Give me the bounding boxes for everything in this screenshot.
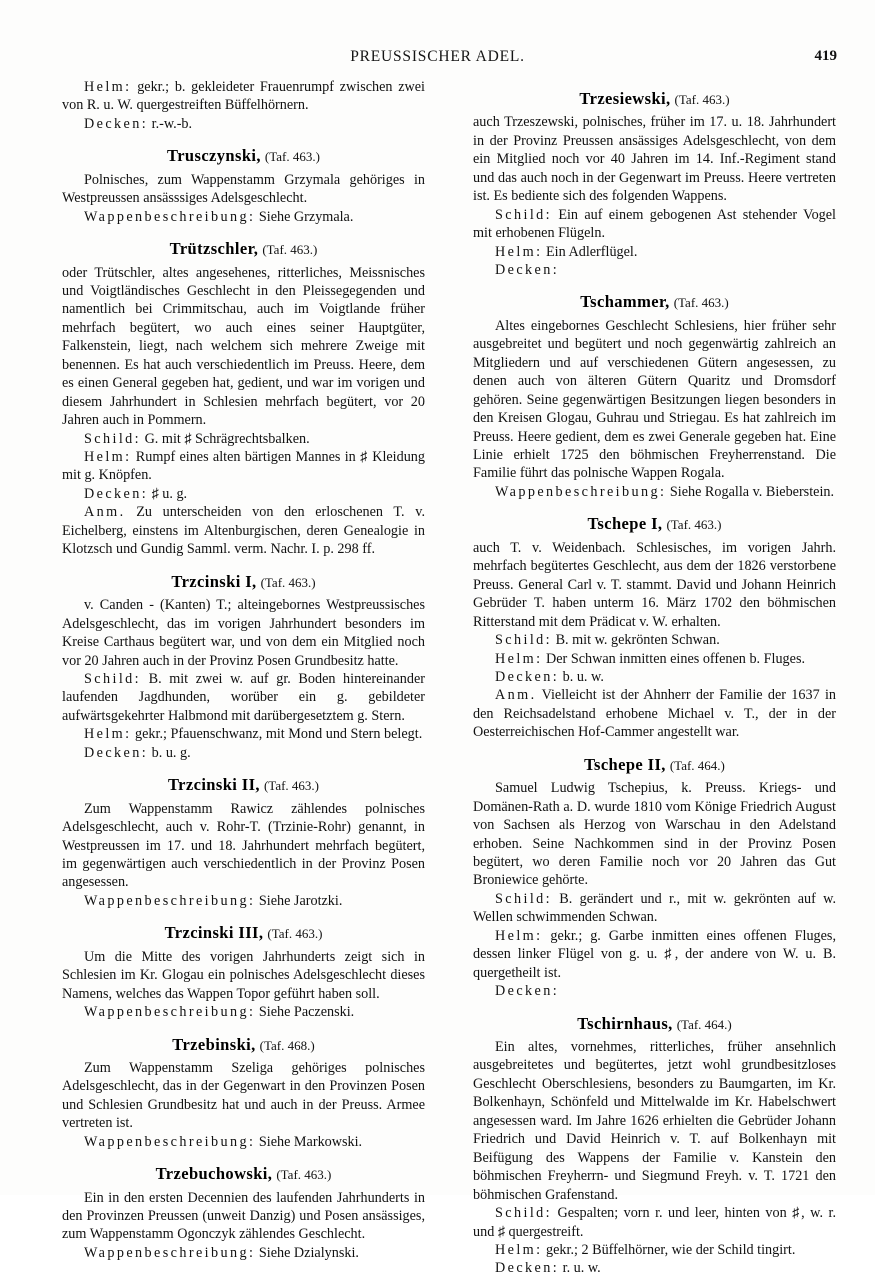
decken-label: Decken:	[84, 115, 149, 132]
entry-body: Zum Wappenstamm Rawicz zählendes polnisches Adelsgeschlecht, auch v. Rohr-T. (Trzinie-Rohr) genannt, in Westpreussen im 17. und 18. Jahrhundert mehrfach begütert, im gegenwärtigen auch verschiedentlich in der Provinz Posen angesessen.	[62, 800, 425, 891]
entry-name: Trzcinski I,	[171, 571, 257, 591]
entry-name: Trusczynski,	[167, 146, 261, 166]
section-label: Anm.	[84, 504, 126, 521]
section-text: r. u. w.	[559, 1260, 601, 1277]
entry-section	[473, 650, 836, 668]
entry-tschepe-i	[473, 515, 836, 741]
section-text: gekr.; Pfauenschwanz, mit Mond und Stern belegt.	[131, 726, 423, 743]
section-text: Siehe Grzymala.	[255, 208, 354, 225]
section-text: Vielleicht ist der Ahnherr der Familie der 1637 in den Reichsadelstand erhobene Michael v. T., der in der Oesterreichischen Hof-Cammer angestellt war.	[473, 687, 836, 741]
section-text: Siehe Jarotzki.	[255, 892, 343, 909]
entry-tschepe-ii	[473, 756, 836, 1001]
section-label: Anm.	[495, 687, 537, 704]
section-label: Schild:	[84, 430, 142, 447]
section-label: Schild:	[84, 670, 142, 687]
entry-tschirnhaus	[473, 1015, 836, 1278]
entry-plate-ref: (Taf. 463.)	[263, 778, 320, 794]
entry-heading	[62, 573, 425, 592]
entry-section	[62, 503, 425, 558]
entry-name: Trützschler,	[169, 239, 259, 259]
section-text: Siehe Dzialynski.	[255, 1244, 359, 1261]
entry-body: auch Trzeszewski, polnisches, früher im 17. u. 18. Jahrhundert in der Provinz Preussen ansässiges Adelsgeschlecht, von dem ein Mitglied noch vor 40 Jahren im 14. Inf.-Regiment stand und das auch noch in der Gegenwart im Preuss. Heere vertreten ist. Es bediente sich des folgenden Wappens.	[473, 114, 836, 205]
entry-plate-ref: (Taf. 468.)	[259, 1037, 315, 1053]
entry-heading	[62, 240, 425, 259]
entry-section	[473, 1204, 836, 1241]
section-label: Decken:	[495, 1260, 560, 1277]
entry-plate-ref: (Taf. 463.)	[276, 1167, 332, 1183]
entry-truetzschler	[62, 240, 425, 559]
section-text: Gespalten; vorn r. und leer, hinten von ♯, w. r. und ♯ quergestreift.	[473, 1205, 836, 1240]
entry-trzcinski-i	[62, 573, 425, 762]
entry-body: Ein altes, vornehmes, ritterliches, früher ansehnlich ausgebreitetes und begütertes, jetzt wohl grundbesitzloses Geschlecht Oberschlesiens, besonders zu Baumgarten, im Kr. Bolkenhayn, Schönfeld und Mittelwalde im Kr. Habelschwert angesessen ward. Im Jahre 1626 erhielten die Gebrüder Johann Friedrich und David Heinrich v. T. auf Bolkenhayn mit Beifügung des Wappens der Familie v. Kanstein den böhmischen Freyherrn- und Siegmund Freyh. v. T. 1721 den böhmischen Grafenstand.	[473, 1038, 836, 1203]
entry-trzebuchowski	[62, 1165, 425, 1262]
section-text: Zu unterscheiden von den erloschenen T. v. Eichelberg, einstens im Altenburgischen, deren Genealogie in Klotzsch und Gundig Samml. verm. Nachr. I. p. 298 ff.	[62, 504, 425, 558]
section-text: Siehe Paczenski.	[255, 1004, 355, 1021]
entry-heading	[62, 924, 425, 943]
section-text: Ein Adlerflügel.	[542, 243, 638, 260]
entry-trzcinski-ii	[62, 776, 425, 910]
entry-section	[62, 485, 425, 503]
section-label: Schild:	[495, 1205, 553, 1222]
right-column	[473, 78, 836, 1278]
section-label: Helm:	[495, 243, 543, 260]
entry-trzcinski-iii	[62, 924, 425, 1021]
entry-section	[62, 448, 425, 485]
section-label: Wappenbeschreibung:	[84, 208, 256, 225]
entry-heading	[473, 1015, 836, 1034]
entry-section	[473, 483, 836, 501]
entry-name: Trzebuchowski,	[155, 1164, 273, 1184]
entry-name: Tschepe I,	[587, 514, 663, 534]
entry-heading	[62, 1036, 425, 1055]
left-column	[62, 78, 425, 1278]
continued-entry	[62, 78, 425, 133]
section-text: B. gerändert und r., mit w. gekrönten auf w. Wellen schwimmenden Schwan.	[473, 890, 836, 926]
entry-section	[473, 1241, 836, 1259]
section-label: Wappenbeschreibung:	[84, 892, 256, 909]
continued-decken-line	[62, 115, 425, 133]
entry-section	[473, 1259, 836, 1277]
section-label: Wappenbeschreibung:	[84, 1133, 256, 1150]
entry-heading	[62, 1165, 425, 1184]
entry-heading	[473, 293, 836, 312]
entry-body: Polnisches, zum Wappenstamm Grzymala gehöriges in Westpreussen ansässsiges Adelsgeschlecht.	[62, 171, 425, 207]
section-label: Helm:	[495, 927, 543, 944]
running-head-title: PREUSSISCHER ADEL.	[350, 48, 525, 65]
entry-plate-ref: (Taf. 464.)	[676, 1016, 732, 1032]
entry-name: Trzebinski,	[172, 1034, 256, 1054]
decken-text: r.-w.-b.	[148, 115, 193, 132]
entry-section	[62, 892, 425, 910]
helm-text: gekr.; b. gekleideter Frauenrumpf zwischen zwei von R. u. W. quergestreiften Büffelhörnern.	[62, 79, 425, 114]
section-label: Decken:	[84, 744, 149, 761]
entry-body: v. Canden - (Kanten) T.; alteingebornes Westpreussisches Adelsgeschlecht, das im vorigen Jahrhundert besonders im Kreise Carthaus begütert war, und von dem ein Mitglied noch vor 20 Jahren auch in der Provinz Posen Grundbesitz hatte.	[62, 597, 425, 669]
helm-label: Helm:	[84, 79, 132, 95]
entry-body: Um die Mitte des vorigen Jahrhunderts zeigt sich in Schlesien im Kr. Glogau ein polnisches Adelsgeschlecht dieses Namens, welches das Wappen Topor geführt haben soll.	[62, 948, 425, 1002]
entry-section	[473, 668, 836, 686]
entry-name: Tschammer,	[580, 292, 670, 312]
entry-heading	[473, 515, 836, 534]
entry-section	[62, 670, 425, 725]
entry-section	[62, 744, 425, 762]
entry-name: Trzcinski II,	[167, 775, 260, 795]
entry-heading	[62, 147, 425, 166]
section-text: b. u. g.	[148, 744, 191, 761]
section-text: b. u. w.	[559, 668, 604, 685]
entry-plate-ref: (Taf. 463.)	[260, 574, 316, 590]
entry-plate-ref: (Taf. 463.)	[267, 926, 323, 942]
section-label: Helm:	[495, 650, 543, 667]
entry-heading	[473, 90, 836, 109]
section-label: Schild:	[495, 206, 553, 223]
entry-section	[473, 927, 836, 982]
entry-section	[473, 261, 836, 279]
entry-plate-ref: (Taf. 463.)	[666, 517, 722, 533]
section-text: B. mit w. gekrönten Schwan.	[552, 632, 720, 649]
entry-section	[62, 1244, 425, 1262]
entry-name: Tschepe II,	[584, 754, 666, 774]
entry-section	[62, 1133, 425, 1151]
entry-section	[62, 208, 425, 226]
entry-section	[473, 243, 836, 261]
section-text: Rumpf eines alten bärtigen Mannes in ♯ Kleidung mit g. Knöpfen.	[62, 449, 425, 484]
entry-body: Zum Wappenstamm Szeliga gehöriges polnisches Adelsgeschlecht, das in der Gegenwart in den Provinzen Posen und Schlesien Grundbesitz hat und auch in der Preuss. Armee vertreten ist.	[62, 1059, 425, 1132]
two-column-body	[62, 78, 837, 1278]
entry-body: Ein in den ersten Decennien des laufenden Jahrhunderts in den Provinzen Preussen (unweit Danzig) und Posen ansässiges, zum Wappenstamm Ogonczyk zählendes Geschlecht.	[62, 1189, 425, 1243]
section-text: Siehe Rogalla v. Bieberstein.	[666, 483, 835, 500]
entry-body: Altes eingebornes Geschlecht Schlesiens, hier früher sehr ausgebreitet und begütert und noch gegenwärtig zahlreich an Mitgliedern und auf verschiedenen Gütern angesessen, zu denen auch von älteren Gütern Quaritz und Dromsdorf gehören. Seine gegenwärtigen Besitzungen liegen besonders in den Kreisen Glogau, Guhrau und Striegau. Es hat zahlreich im Preuss. Heere gedient, dem es zwei Generale gegeben hat. Eine Linie erhielt 1725 den böhmischen Freyherrenstand. Die Familie führt das polnische Wappen Rogala.	[473, 317, 836, 482]
section-label: Schild:	[495, 632, 553, 649]
running-head	[0, 48, 875, 68]
entry-tschammer	[473, 293, 836, 501]
entry-name: Trzesiewski,	[579, 89, 671, 108]
entry-section	[473, 982, 836, 1000]
section-label: Helm:	[84, 726, 132, 743]
entry-section	[62, 430, 425, 448]
section-label: Decken:	[495, 262, 560, 279]
section-label: Wappenbeschreibung:	[84, 1244, 256, 1261]
section-label: Wappenbeschreibung:	[495, 483, 667, 500]
section-text: Der Schwan inmitten eines offenen b. Fluges.	[542, 650, 806, 667]
entry-body: oder Trütschler, altes angesehenes, ritterliches, Meissnisches und Voigtländisches Geschlecht in den Pleissegegenden und namentlich bei Crimmitschau, auch im Voigtlande früher mehrfach begütert, wo auch eines seiner Hauptgüter, Falkenstein, liegt, nach welchem sich mehrere Zweige mit benennen. Es hat auch verschiedentlich im Preuss. Heere, dem es einen General gegeben hat, gedient, und war im vorigen und diesem Jahrhundert in Schlesien mehrfach begütert, vor 20 Jahren auch in Pommern.	[62, 264, 425, 429]
section-text: Ein auf einem gebogenen Ast stehender Vogel mit erhobenen Flügeln.	[473, 206, 836, 242]
entry-heading	[62, 776, 425, 795]
page-number: 419	[814, 48, 837, 64]
entry-plate-ref: (Taf. 463.)	[673, 295, 729, 311]
entry-body: Samuel Ludwig Tschepius, k. Preuss. Kriegs- und Domänen-Rath a. D. wurde 1810 vom Könige Friedrich August von Sachsen als Herzog von Warschau in den Adelstand erhoben. Seine Nachkommen sind in der Provinz Posen begütert, wo deren Familie noch vor 20 Jahren das Gut Broniewice gehörte.	[473, 780, 836, 889]
section-text: ♯ u. g.	[148, 485, 188, 502]
entry-section	[473, 631, 836, 649]
entry-section	[62, 725, 425, 743]
section-label: Decken:	[495, 983, 560, 1000]
section-label: Wappenbeschreibung:	[84, 1004, 256, 1021]
section-label: Helm:	[495, 1241, 543, 1258]
section-label: Helm:	[84, 449, 132, 466]
entry-section	[62, 1003, 425, 1021]
section-text: Siehe Markowski.	[255, 1133, 363, 1150]
continued-helm-line	[62, 78, 425, 115]
section-label: Schild:	[495, 890, 553, 907]
entry-heading	[473, 756, 836, 775]
entry-section	[473, 206, 836, 243]
entry-section	[473, 686, 836, 741]
entry-trzesiewski	[473, 90, 836, 279]
entry-section	[473, 890, 836, 927]
section-text: B. mit zwei w. auf gr. Boden hintereinander laufenden Jagdhunden, worüber ein g. gebildeter aufwärtsgekehrter Halbmond mit darübergesetztem g. Stern.	[62, 670, 425, 724]
entry-name: Tschirnhaus,	[577, 1013, 673, 1033]
entry-plate-ref: (Taf. 464.)	[669, 757, 725, 773]
section-label: Decken:	[495, 668, 560, 685]
entry-name: Trzcinski III,	[164, 923, 264, 943]
entry-plate-ref: (Taf. 463.)	[674, 92, 730, 107]
entry-trzebinski	[62, 1036, 425, 1152]
entry-body: auch T. v. Weidenbach. Schlesisches, im vorigen Jahrh. mehrfach begütertes Geschlecht, aus dem der 1826 verstorbene Preuss. General Carl v. T. stammt. David und Johann Heinrich Gebrüder T. haben unterm 16. März 1702 den böhmischen Ritterstand mit dem Prädicat v. W. erhalten.	[473, 539, 836, 630]
section-text: G. mit ♯ Schrägrechtsbalken.	[141, 430, 310, 447]
section-text: gekr.; g. Garbe inmitten eines offenen Fluges, dessen linker Flügel von g. u. ♯, der andere von W. u. B. quergetheilt ist.	[473, 927, 836, 981]
entry-plate-ref: (Taf. 463.)	[264, 149, 320, 165]
entry-plate-ref: (Taf. 463.)	[262, 242, 318, 258]
section-label: Decken:	[84, 485, 149, 502]
entry-trusczynski	[62, 147, 425, 226]
section-text: gekr.; 2 Büffelhörner, wie der Schild tingirt.	[542, 1241, 796, 1258]
